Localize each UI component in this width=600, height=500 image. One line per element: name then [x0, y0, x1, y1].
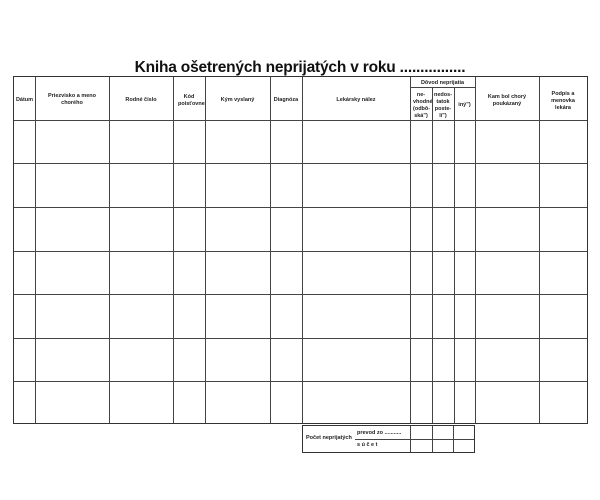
totals-carryover: prevod zo ........... [357, 430, 402, 436]
row-divider [14, 338, 587, 339]
row-divider [14, 120, 587, 121]
header-reason-other: iný") [458, 102, 471, 108]
column-divider [454, 87, 455, 423]
column-divider [410, 77, 411, 423]
column-divider [173, 77, 174, 423]
header-referred-to: Kam bol chorý poukázaný [487, 94, 527, 107]
column-divider [475, 77, 476, 423]
header-medical-findings: Lekársky nález [336, 97, 376, 103]
header-reason-unsuitable: ne-vhodné (odbô-ská") [413, 92, 433, 119]
row-divider [14, 251, 587, 252]
column-divider [35, 77, 36, 423]
row-divider [14, 294, 587, 295]
header-rejection-reason: Dôvod neprijatia [420, 80, 465, 86]
group-header-divider [410, 87, 475, 88]
totals-box [302, 425, 475, 453]
totals-row-divider [355, 439, 474, 440]
header-birth-number: Rodné číslo [125, 97, 157, 103]
totals-label: Počet neprijatých [306, 435, 352, 441]
ledger-table [13, 76, 588, 424]
header-diagnosis: Diagnóza [273, 97, 299, 103]
header-date: Dátum [15, 97, 34, 103]
page-title: Kniha ošetrených neprijatých v roku ................ [134, 59, 466, 76]
header-sent-by: Kým vyslaný [220, 97, 255, 103]
column-divider [109, 77, 110, 423]
column-divider [539, 77, 540, 423]
header-reason-no-beds: nedos-tatok poste-lí") [434, 92, 453, 119]
column-divider [432, 87, 433, 423]
header-insurance-code: Kód poisťovne [178, 94, 205, 107]
row-divider [14, 163, 587, 164]
row-divider [14, 207, 587, 208]
column-divider [302, 77, 303, 423]
totals-sum: s ú č e t [357, 442, 378, 448]
column-divider [270, 77, 271, 423]
column-divider [205, 77, 206, 423]
header-doctor-signature: Podpis a menovka lekára [551, 91, 575, 111]
header-patient-name: Priezvisko a meno chorého [48, 93, 96, 106]
row-divider [14, 381, 587, 382]
